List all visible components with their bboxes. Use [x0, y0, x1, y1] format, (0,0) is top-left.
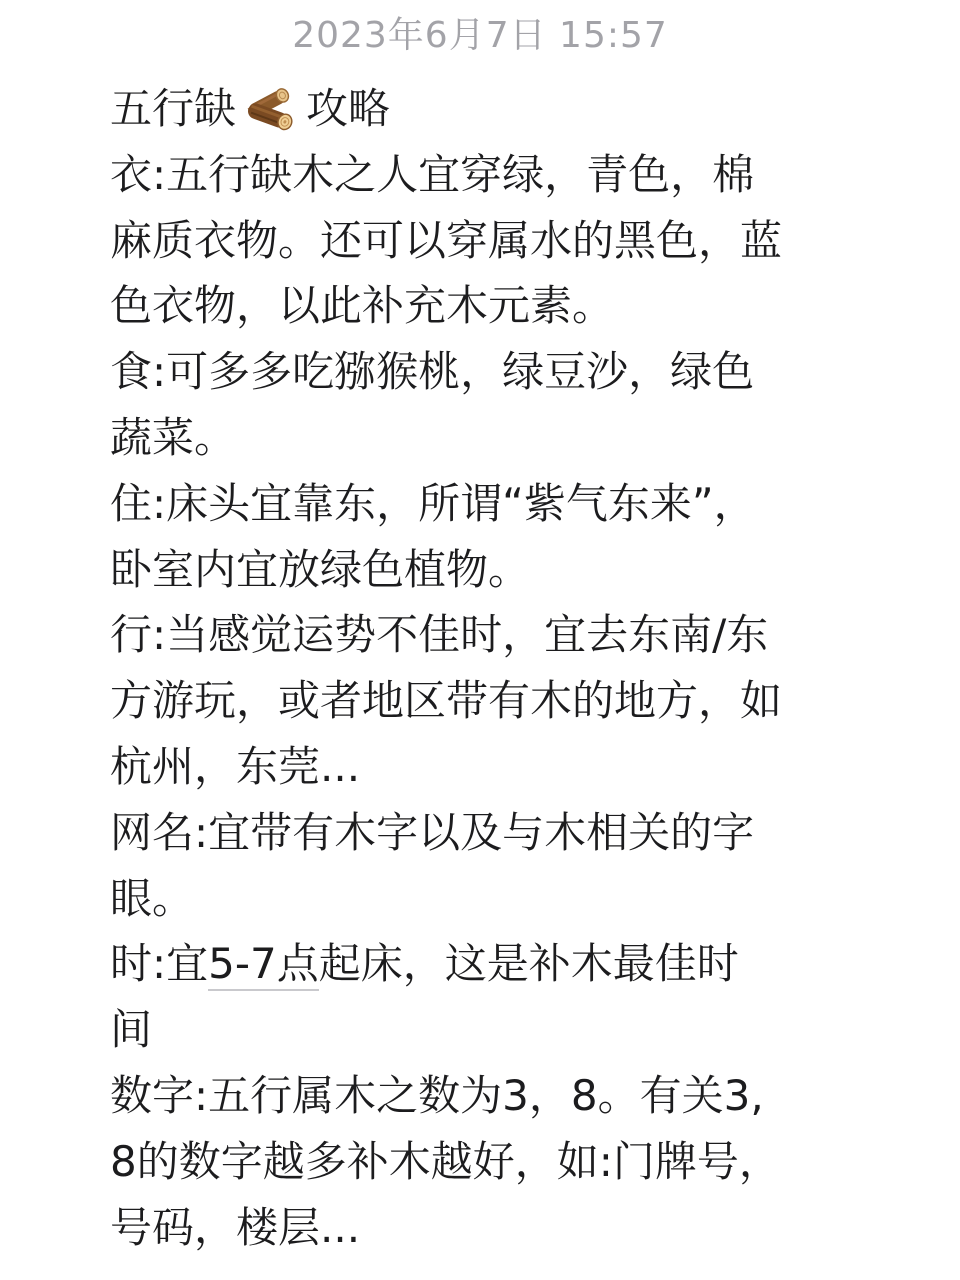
note-line: 8的数字越多补木越好，如:门牌号， [110, 1136, 781, 1186]
time-prefix: 时:宜 [110, 939, 209, 989]
time-suffix: 起床，这是补木最佳时 [318, 939, 739, 989]
time-link[interactable]: 5-7点 [208, 939, 319, 991]
note-timestamp: 2023年6月7日 15:57 [292, 15, 668, 56]
note-body[interactable] [110, 76, 900, 1260]
note-title-suffix: 攻略 [306, 84, 391, 133]
note-line: 卧室内宜放绿色植物。 [110, 544, 531, 594]
note-line: 食:可多多吃猕猴桃，绿豆沙，绿色 [110, 347, 755, 397]
note-line: 杭州，东莞... [110, 741, 361, 791]
note-line: 住:床头宜靠东，所谓“紫气东来”， [110, 478, 756, 528]
note-line: 蔬菜。 [110, 412, 237, 462]
note-line: 行:当感觉运势不佳时，宜去东南/东 [110, 610, 769, 660]
note-line: 眼。 [110, 873, 195, 923]
note-line: 麻质衣物。还可以穿属水的黑色，蓝 [110, 215, 783, 265]
note-title [110, 76, 900, 142]
note-line: 数字:五行属木之数为3，8。有关3, [110, 1070, 764, 1120]
note-line: 间 [110, 1005, 153, 1055]
wood-log-icon [240, 76, 302, 138]
note-line: 色衣物，以此补充木元素。 [110, 281, 615, 331]
note-line: 衣:五行缺木之人宜穿绿，青色，棉 [110, 149, 755, 199]
note-line-time [110, 931, 900, 997]
note-title-text: 五行缺 [110, 84, 237, 133]
note-line: 网名:宜带有木字以及与木相关的字 [110, 807, 755, 857]
note-line: 号码，楼层... [110, 1202, 361, 1252]
note-line: 方游玩，或者地区带有木的地方，如 [110, 676, 783, 726]
